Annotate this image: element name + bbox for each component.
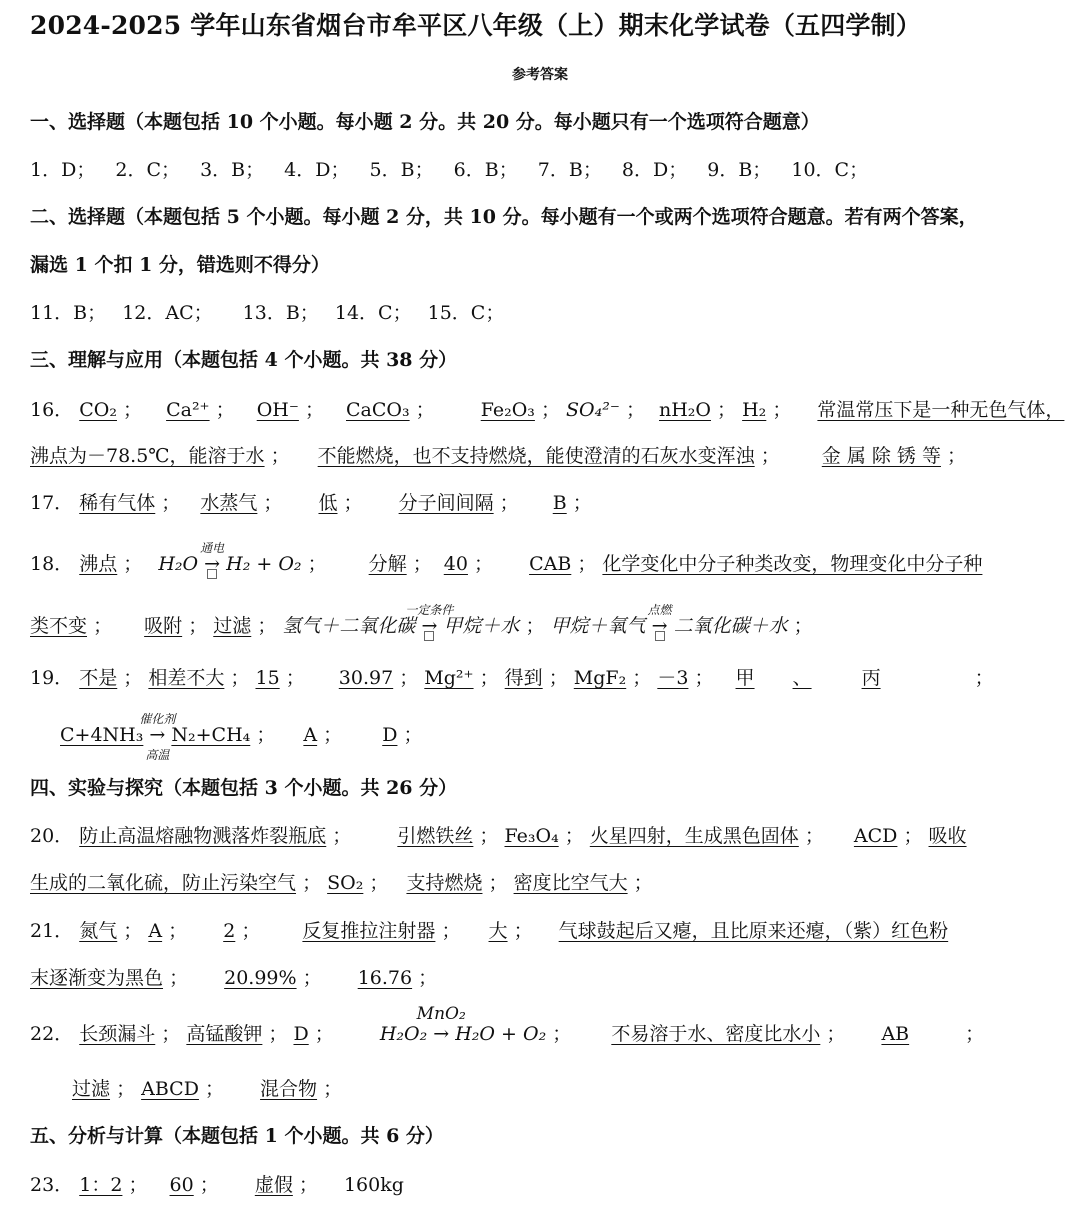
q18-equation-3-condition: 点燃 <box>647 603 672 617</box>
q21-answer-5: 大 <box>488 920 508 942</box>
q20-answer-2: 引燃铁丝 <box>397 825 474 847</box>
q16-answer-12: 金 属 除 锈 等 <box>821 445 941 467</box>
mc1-answers <box>30 157 868 183</box>
q21-answer-2: A <box>148 920 163 942</box>
q23-answer-4: 160kg <box>343 1174 404 1196</box>
q19-answer-4: 30.97 <box>338 667 394 689</box>
q20-answer-7: SO₂ <box>327 872 364 894</box>
answer-1: 1．D； <box>30 159 96 181</box>
q19-answer-11: D <box>382 724 398 746</box>
answer-2: 2．C； <box>115 159 181 181</box>
q18-answer-2: 分解 <box>368 553 407 575</box>
separator: ； <box>161 492 181 514</box>
q22-answer-6: 过滤 <box>72 1078 111 1100</box>
separator: ； <box>116 1078 136 1100</box>
separator: ； <box>304 399 324 421</box>
q21-answer-7: 20.99% <box>224 967 297 989</box>
q18-equation-1-condition: 通电 <box>200 541 225 555</box>
answer-13: 13．B； <box>242 302 319 324</box>
separator: ； <box>128 1174 148 1196</box>
q18-equation-3-arrow: → 点燃 <box>652 613 668 639</box>
separator: ； <box>188 615 208 637</box>
q17-answer-5: B <box>552 492 567 514</box>
q18-equation-1-right: H₂ + O₂ <box>226 553 302 575</box>
separator: ； <box>826 1023 846 1045</box>
separator: ； <box>577 553 597 575</box>
separator: ； <box>298 1174 318 1196</box>
separator: ； <box>499 492 519 514</box>
q22-answer-1: 长颈漏斗 <box>79 1023 156 1045</box>
q22-equation-right: H₂O + O₂ <box>455 1023 547 1045</box>
separator: ； <box>513 920 533 942</box>
separator: ； <box>123 920 143 942</box>
separator: ； <box>974 667 994 689</box>
q22-number: 22． <box>30 1023 74 1045</box>
q21-number: 21． <box>30 920 74 942</box>
q22-equation-left: H₂O₂ <box>379 1023 428 1045</box>
separator: ； <box>332 825 352 847</box>
separator: ； <box>256 724 276 746</box>
q22-line-2 <box>72 1076 342 1102</box>
q18-equation-2-condition: 一定条件 <box>405 603 454 617</box>
q19-answer-1: 不是 <box>79 667 118 689</box>
q16-answer-5: Fe₂O₃ <box>480 399 535 421</box>
answer-7: 7．B； <box>537 159 602 181</box>
section-4-heading: 四、实验与探究（本题包括 3 个小题。共 26 分） <box>30 777 458 799</box>
q19-line-2 <box>60 712 423 762</box>
q16-line-2 <box>30 443 966 469</box>
separator: ； <box>625 399 645 421</box>
q19-answer-7: MgF₂ <box>573 667 627 689</box>
q21-line-2 <box>30 965 437 991</box>
q19-answer-3: 15 <box>255 667 280 689</box>
q20-answer-5: ACD <box>853 825 898 847</box>
separator: ； <box>548 667 568 689</box>
separator: ； <box>965 1023 985 1045</box>
q16-answer-1: CO₂ <box>79 399 117 421</box>
separator: ； <box>564 825 584 847</box>
separator: ； <box>168 920 188 942</box>
q21-answer-1: 氮气 <box>79 920 118 942</box>
q19-equation-catalyst: 催化剂 <box>139 712 176 726</box>
section-1-heading: 一、选择题（本题包括 10 个小题。每小题 2 分。共 20 分。每小题只有一个选项符合题意） <box>30 111 820 133</box>
answer-9: 9．B； <box>707 159 772 181</box>
q19-answer-5: Mg²⁺ <box>424 667 474 689</box>
separator: ； <box>123 399 143 421</box>
q23-answer-2: 60 <box>169 1174 194 1196</box>
q23-answer-3: 虚假 <box>254 1174 293 1196</box>
placeholder-box <box>424 631 434 641</box>
separator: ； <box>169 967 189 989</box>
q18-number: 18． <box>30 553 74 575</box>
separator: ； <box>230 667 250 689</box>
q16-number: 16． <box>30 399 74 421</box>
placeholder-box <box>207 569 217 579</box>
q19-equation-arrow: → 催化剂 高温 <box>149 722 165 748</box>
page-title: 2024-2025 学年山东省烟台市牟平区八年级（上）期末化学试卷（五四学制） <box>30 11 922 40</box>
separator: ； <box>257 615 277 637</box>
separator: ； <box>268 1023 288 1045</box>
q18-answer-1: 沸点 <box>79 553 118 575</box>
q17-answer-3: 低 <box>318 492 338 514</box>
q22-equation-catalyst: MnO₂ <box>416 1004 466 1024</box>
q19-answer-9-dun: 、 <box>792 667 812 689</box>
q22-answer-7: ABCD <box>141 1078 199 1100</box>
mc2-answers <box>30 300 504 326</box>
separator: ； <box>474 553 494 575</box>
answer-6: 6．B； <box>453 159 518 181</box>
answer-12: 12．AC； <box>122 302 213 324</box>
separator: ； <box>403 724 423 746</box>
separator: ； <box>123 553 143 575</box>
q19-line-1 <box>30 665 994 691</box>
separator: ； <box>479 825 499 847</box>
answer-10: 10．C； <box>791 159 869 181</box>
q18-equation-2-right: 甲烷＋水 <box>443 615 520 637</box>
q17-number: 17． <box>30 492 74 514</box>
separator: ； <box>540 399 560 421</box>
separator: ； <box>947 445 967 467</box>
separator: ； <box>343 492 363 514</box>
separator: ； <box>632 667 652 689</box>
q19-equation-left: C+4NH₃ <box>60 724 144 746</box>
q16-line-1 <box>30 397 1064 423</box>
q18-line-1 <box>30 541 983 577</box>
q19-answer-9b: 丙 <box>861 667 881 689</box>
q19-answer-9a: 甲 <box>735 667 755 689</box>
answer-14: 14．C； <box>334 302 412 324</box>
separator: ； <box>694 667 714 689</box>
q21-line-1 <box>30 918 948 944</box>
q20-answer-3: Fe₃O₄ <box>504 825 559 847</box>
q20-answer-6-cont: 生成的二氧化硫，防止污染空气 <box>30 872 297 894</box>
q23-answer-1: 1：2 <box>79 1174 123 1196</box>
separator: ； <box>418 967 438 989</box>
separator: ； <box>804 825 824 847</box>
separator: ； <box>760 445 780 467</box>
separator: ； <box>241 920 261 942</box>
separator: ； <box>123 667 143 689</box>
q20-number: 20． <box>30 825 74 847</box>
placeholder-box <box>655 631 665 641</box>
q18-answer-5: 化学变化中分子种类改变，物理变化中分子种 <box>602 553 983 575</box>
section-5-heading: 五、分析与计算（本题包括 1 个小题。共 6 分） <box>30 1125 444 1147</box>
q21-answer-8: 16.76 <box>357 967 413 989</box>
q19-equation-right: N₂+CH₄ <box>171 724 251 746</box>
q21-answer-6: 气球鼓起后又瘪，且比原来还瘪，（紫）红色粉 <box>558 920 949 942</box>
q22-equation-arrow: → MnO₂ <box>433 1021 449 1047</box>
page-subtitle: 参考答案 <box>512 67 568 83</box>
separator: ； <box>302 872 322 894</box>
q20-answer-6: 吸收 <box>928 825 967 847</box>
answer-15: 15．C； <box>427 302 505 324</box>
q17-line <box>30 490 592 516</box>
q18-equation-2-arrow: → 一定条件 <box>421 613 437 639</box>
q16-answer-4: CaCO₃ <box>346 399 410 421</box>
q16-answer-11: 不能燃烧，也不支持燃烧，能使澄清的石灰水变浑浊 <box>317 445 755 467</box>
q16-answer-3: OH⁻ <box>256 399 299 421</box>
answer-8: 8．D； <box>621 159 688 181</box>
q20-answer-9: 密度比空气大 <box>513 872 628 894</box>
separator: ； <box>772 399 792 421</box>
q20-answer-1: 防止高温熔融物溅落炸裂瓶底 <box>79 825 327 847</box>
q23-number: 23． <box>30 1174 74 1196</box>
q16-answer-6: SO₄²⁻ <box>566 399 620 421</box>
separator: ； <box>903 825 923 847</box>
q17-answer-2: 水蒸气 <box>200 492 258 514</box>
separator: ； <box>479 667 499 689</box>
separator: ； <box>323 724 343 746</box>
q18-line-2 <box>30 603 813 639</box>
separator: ； <box>399 667 419 689</box>
separator: ； <box>93 615 113 637</box>
separator: ； <box>369 872 389 894</box>
q19-equation-condition: 高温 <box>145 748 170 762</box>
q17-answer-1: 稀有气体 <box>79 492 156 514</box>
separator: ； <box>552 1023 572 1045</box>
q18-answer-3: 40 <box>443 553 468 575</box>
q22-answer-5: AB <box>881 1023 910 1045</box>
q19-answer-9 <box>736 667 925 689</box>
q17-answer-4: 分子间间隔 <box>398 492 494 514</box>
separator: ； <box>572 492 592 514</box>
section-2-heading: 二、选择题（本题包括 5 个小题。每小题 2 分，共 10 分。每小题有一个或两个选项符合题意。若有两个答案， <box>30 206 978 228</box>
separator: ； <box>270 445 290 467</box>
separator: ； <box>285 667 305 689</box>
q19-answer-2: 相差不大 <box>148 667 225 689</box>
separator: ； <box>204 1078 224 1100</box>
q18-answer-7: 过滤 <box>213 615 252 637</box>
q23-line <box>30 1172 404 1198</box>
q18-answer-5-cont: 类不变 <box>30 615 88 637</box>
q16-answer-2: Ca²⁺ <box>166 399 210 421</box>
q16-answer-8: H₂ <box>742 399 767 421</box>
separator: ； <box>525 615 545 637</box>
separator: ； <box>412 553 432 575</box>
q21-answer-3: 2 <box>223 920 236 942</box>
separator: ； <box>314 1023 334 1045</box>
q21-answer-4: 反复推拉注射器 <box>302 920 436 942</box>
q22-answer-3: D <box>293 1023 309 1045</box>
separator: ； <box>199 1174 219 1196</box>
answer-11: 11．B； <box>30 302 107 324</box>
q20-line-1 <box>30 823 967 849</box>
q16-answer-7: nH₂O <box>659 399 711 421</box>
q20-answer-8: 支持燃烧 <box>406 872 483 894</box>
separator: ； <box>415 399 435 421</box>
q16-answer-9: 常温常压下是一种无色气体， <box>817 399 1065 421</box>
q20-answer-4: 火星四射，生成黑色固体 <box>589 825 799 847</box>
q21-answer-6-cont: 末逐渐变为黑色 <box>30 967 164 989</box>
answer-5: 5．B； <box>369 159 434 181</box>
q18-answer-4: CAB <box>529 553 572 575</box>
q22-line-1 <box>30 1004 985 1047</box>
separator: ； <box>307 553 327 575</box>
answer-3: 3．B； <box>200 159 265 181</box>
section-2-heading-cont: 漏选 1 个扣 1 分，错选则不得分） <box>30 254 330 276</box>
q22-answer-4: 不易溶于水、密度比水小 <box>611 1023 821 1045</box>
q19-number: 19． <box>30 667 74 689</box>
answer-4: 4．D； <box>284 159 350 181</box>
q20-line-2 <box>30 870 653 896</box>
separator: ； <box>793 615 813 637</box>
separator: ； <box>302 967 322 989</box>
separator: ； <box>717 399 737 421</box>
q19-answer-6: 得到 <box>504 667 543 689</box>
q18-equation-1-arrow: → 通电 <box>204 551 220 577</box>
separator: ； <box>161 1023 181 1045</box>
q19-answer-10: A <box>303 724 318 746</box>
q18-equation-3-left: 甲烷＋氧气 <box>550 615 646 637</box>
q18-equation-2-left: 氢气＋二氧化碳 <box>282 615 416 637</box>
separator: ； <box>488 872 508 894</box>
q22-answer-8: 混合物 <box>260 1078 318 1100</box>
q19-answer-8: －3 <box>657 667 689 689</box>
q18-equation-3-right: 二氧化碳＋水 <box>673 615 788 637</box>
q22-answer-2: 高锰酸钾 <box>186 1023 263 1045</box>
separator: ； <box>215 399 235 421</box>
separator: ； <box>633 872 653 894</box>
separator: ； <box>441 920 461 942</box>
q18-equation-1-left: H₂O <box>158 553 199 575</box>
separator: ； <box>263 492 283 514</box>
section-3-heading: 三、理解与应用（本题包括 4 个小题。共 38 分） <box>30 349 458 371</box>
q16-answer-10: 沸点为－78.5℃，能溶于水 <box>30 445 265 467</box>
separator: ； <box>323 1078 343 1100</box>
q18-answer-6: 吸附 <box>144 615 183 637</box>
